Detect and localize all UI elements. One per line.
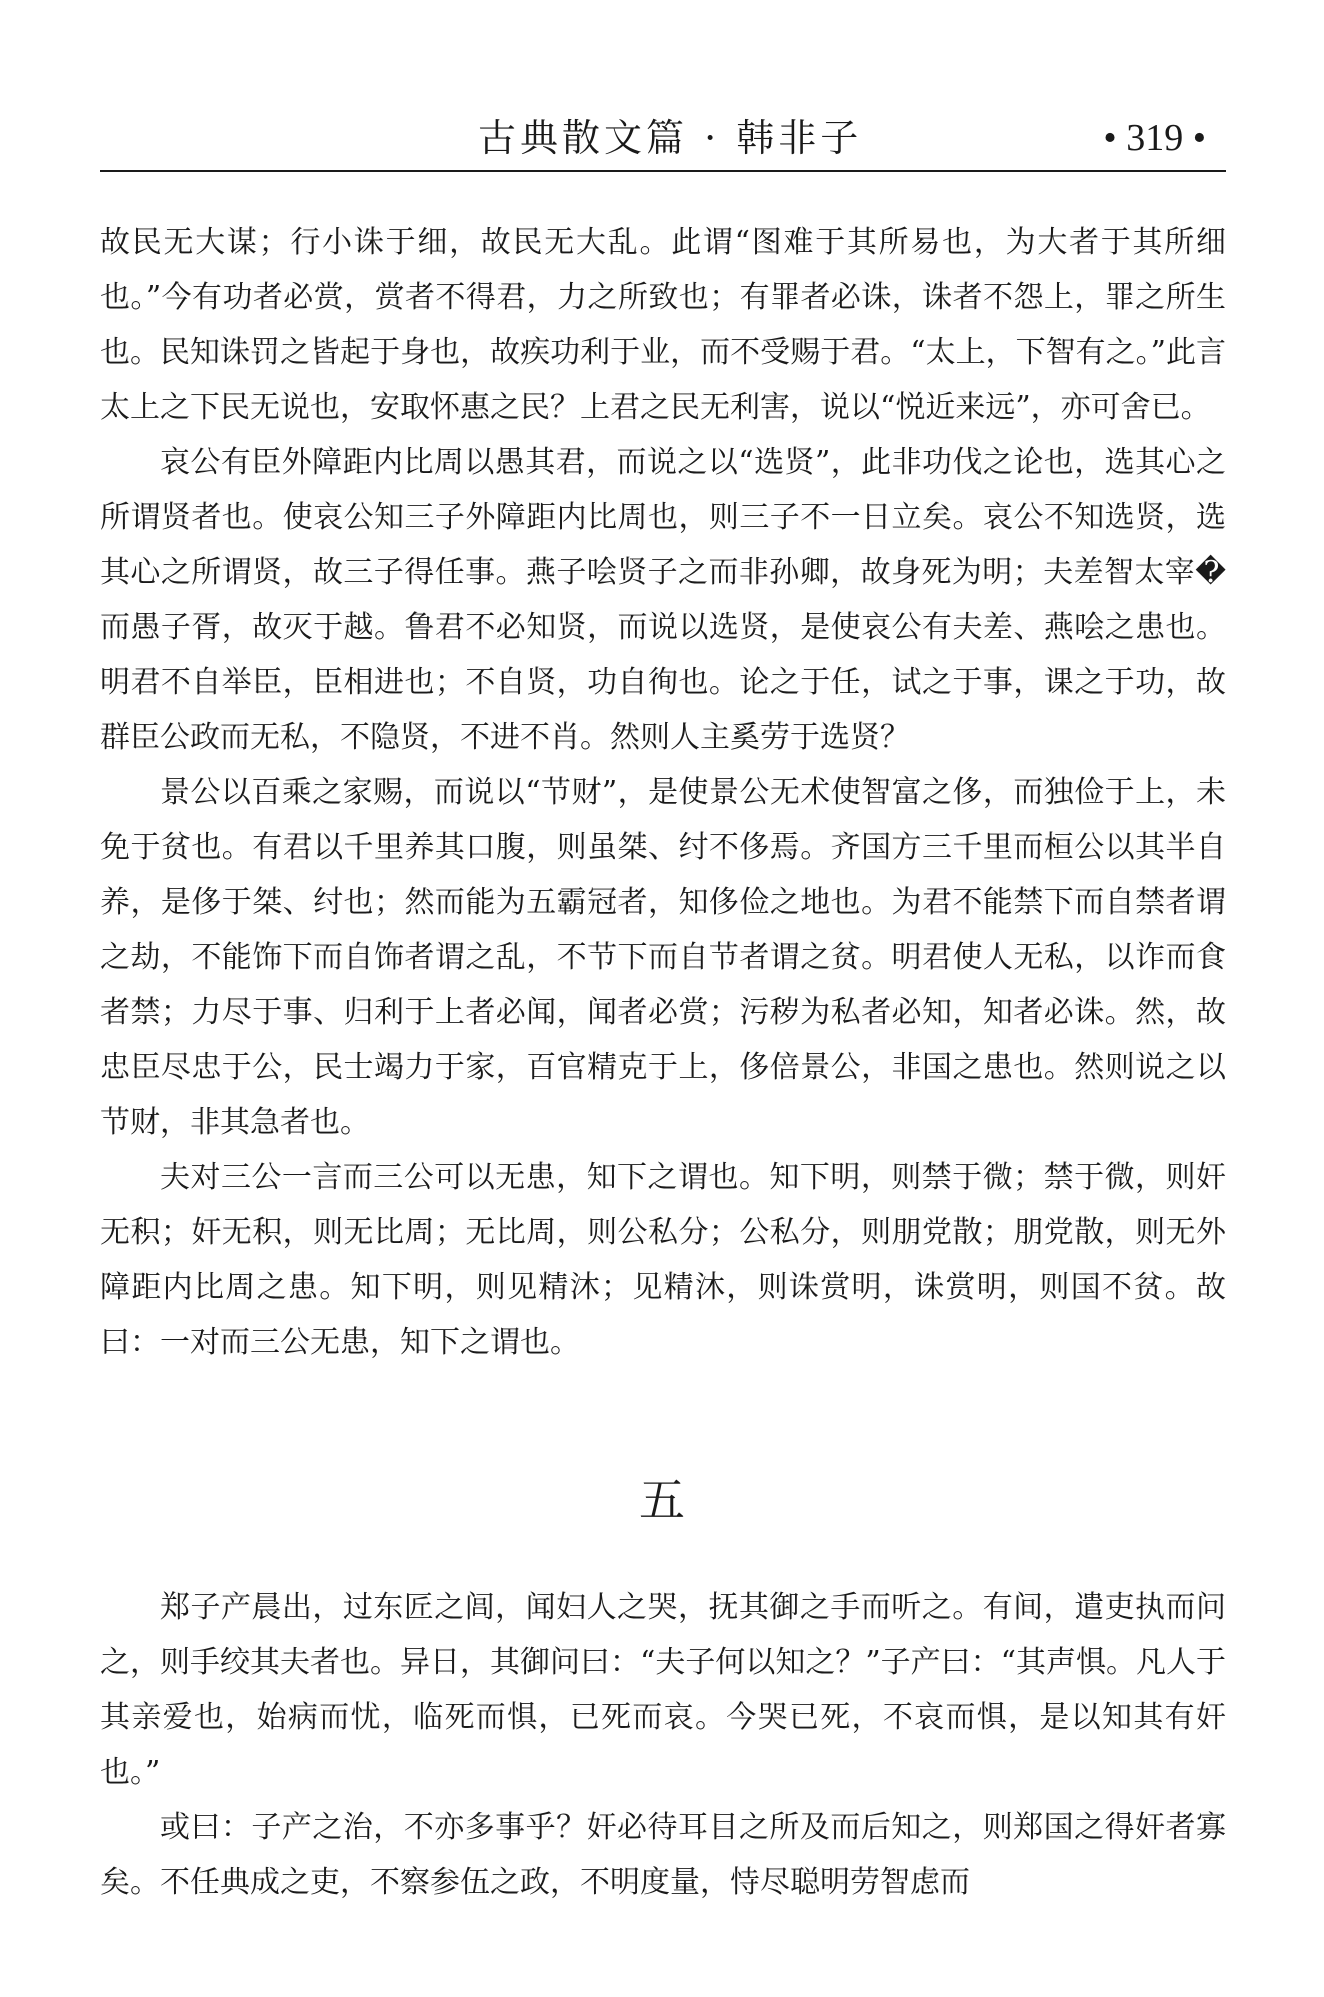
- section-heading: 五: [639, 1473, 685, 1527]
- body-text-top: [100, 215, 1226, 1370]
- paragraph: 哀公有臣外障距内比周以愚其君，而说之以“选贤”，此非功伐之论也，选其心之所谓贤者也。使哀公知三子外障距内比周也，则三子不一日立矣。哀公不知选贤，选其心之所谓贤，故三子得任事。燕子哙贤子之而非孙卿，故身死为明；夫差智太宰�而愚子胥，故灭于越。鲁君不必知贤，而说以选贤，是使哀公有夫差、燕哙之患也。明君不自举臣，臣相进也；不自贤，功自徇也。论之于任，试之于事，课之于功，故群臣公政而无私，不隐贤，不进不肖。然则人主奚劳于选贤？: [100, 445, 1226, 755]
- paragraph: 或曰：子产之治，不亦多事乎？奸必待耳目之所及而后知之，则郑国之得奸者寡矣。不任典成之吏，不察参伍之政，不明度量，恃尽聪明劳智虑而: [100, 1810, 1226, 1900]
- paragraph: 郑子产晨出，过东匠之闾，闻妇人之哭，抚其御之手而听之。有间，遣吏执而问之，则手绞其夫者也。异日，其御问曰：“夫子何以知之？”子产曰：“其声惧。凡人于其亲爱也，始病而忧，临死而惧，已死而哀。今哭已死，不哀而惧，是以知其有奸也。”: [100, 1590, 1227, 1790]
- paragraph: 景公以百乘之家赐，而说以“节财”，是使景公无术使智富之侈，而独俭于上，未免于贫也。有君以千里养其口腹，则虽桀、纣不侈焉。齐国方三千里而桓公以其半自养，是侈于桀、纣也；然而能为五霸冠者，知侈俭之地也。为君不能禁下而自禁者谓之劫，不能饰下而自饰者谓之乱，不节下而自节者谓之贫。明君使人无私，以诈而食者禁；力尽于事、归利于上者必闻，闻者必赏；污秽为私者必知，知者必诛。然，故忠臣尽忠于公，民士竭力于家，百官精克于上，侈倍景公，非国之患也。然则说之以节财，非其急者也。: [100, 775, 1226, 1140]
- page-header: [100, 108, 1226, 170]
- header-divider: [100, 170, 1226, 172]
- paragraph: 故民无大谋；行小诛于细，故民无大乱。此谓“图难于其所易也，为大者于其所细也。”今有功者必赏，赏者不得君，力之所致也；有罪者必诛，诛者不怨上，罪之所生也。民知诛罚之皆起于身也，故疾功利于业，而不受赐于君。“太上，下智有之。”此言太上之下民无说也，安取怀惠之民？上君之民无利害，说以“悦近来远”，亦可舍已。: [100, 225, 1226, 425]
- running-title: 古典散文篇 · 韩非子: [478, 116, 863, 160]
- page-number: • 319 •: [1103, 117, 1206, 159]
- body-text-bottom: [100, 1580, 1226, 1910]
- paragraph: 夫对三公一言而三公可以无患，知下之谓也。知下明，则禁于微；禁于微，则奸无积；奸无积，则无比周；无比周，则公私分；公私分，则朋党散；朋党散，则无外障距内比周之患。知下明，则见精沐；见精沐，则诛赏明，诛赏明，则国不贫。故曰：一对而三公无患，知下之谓也。: [100, 1160, 1226, 1360]
